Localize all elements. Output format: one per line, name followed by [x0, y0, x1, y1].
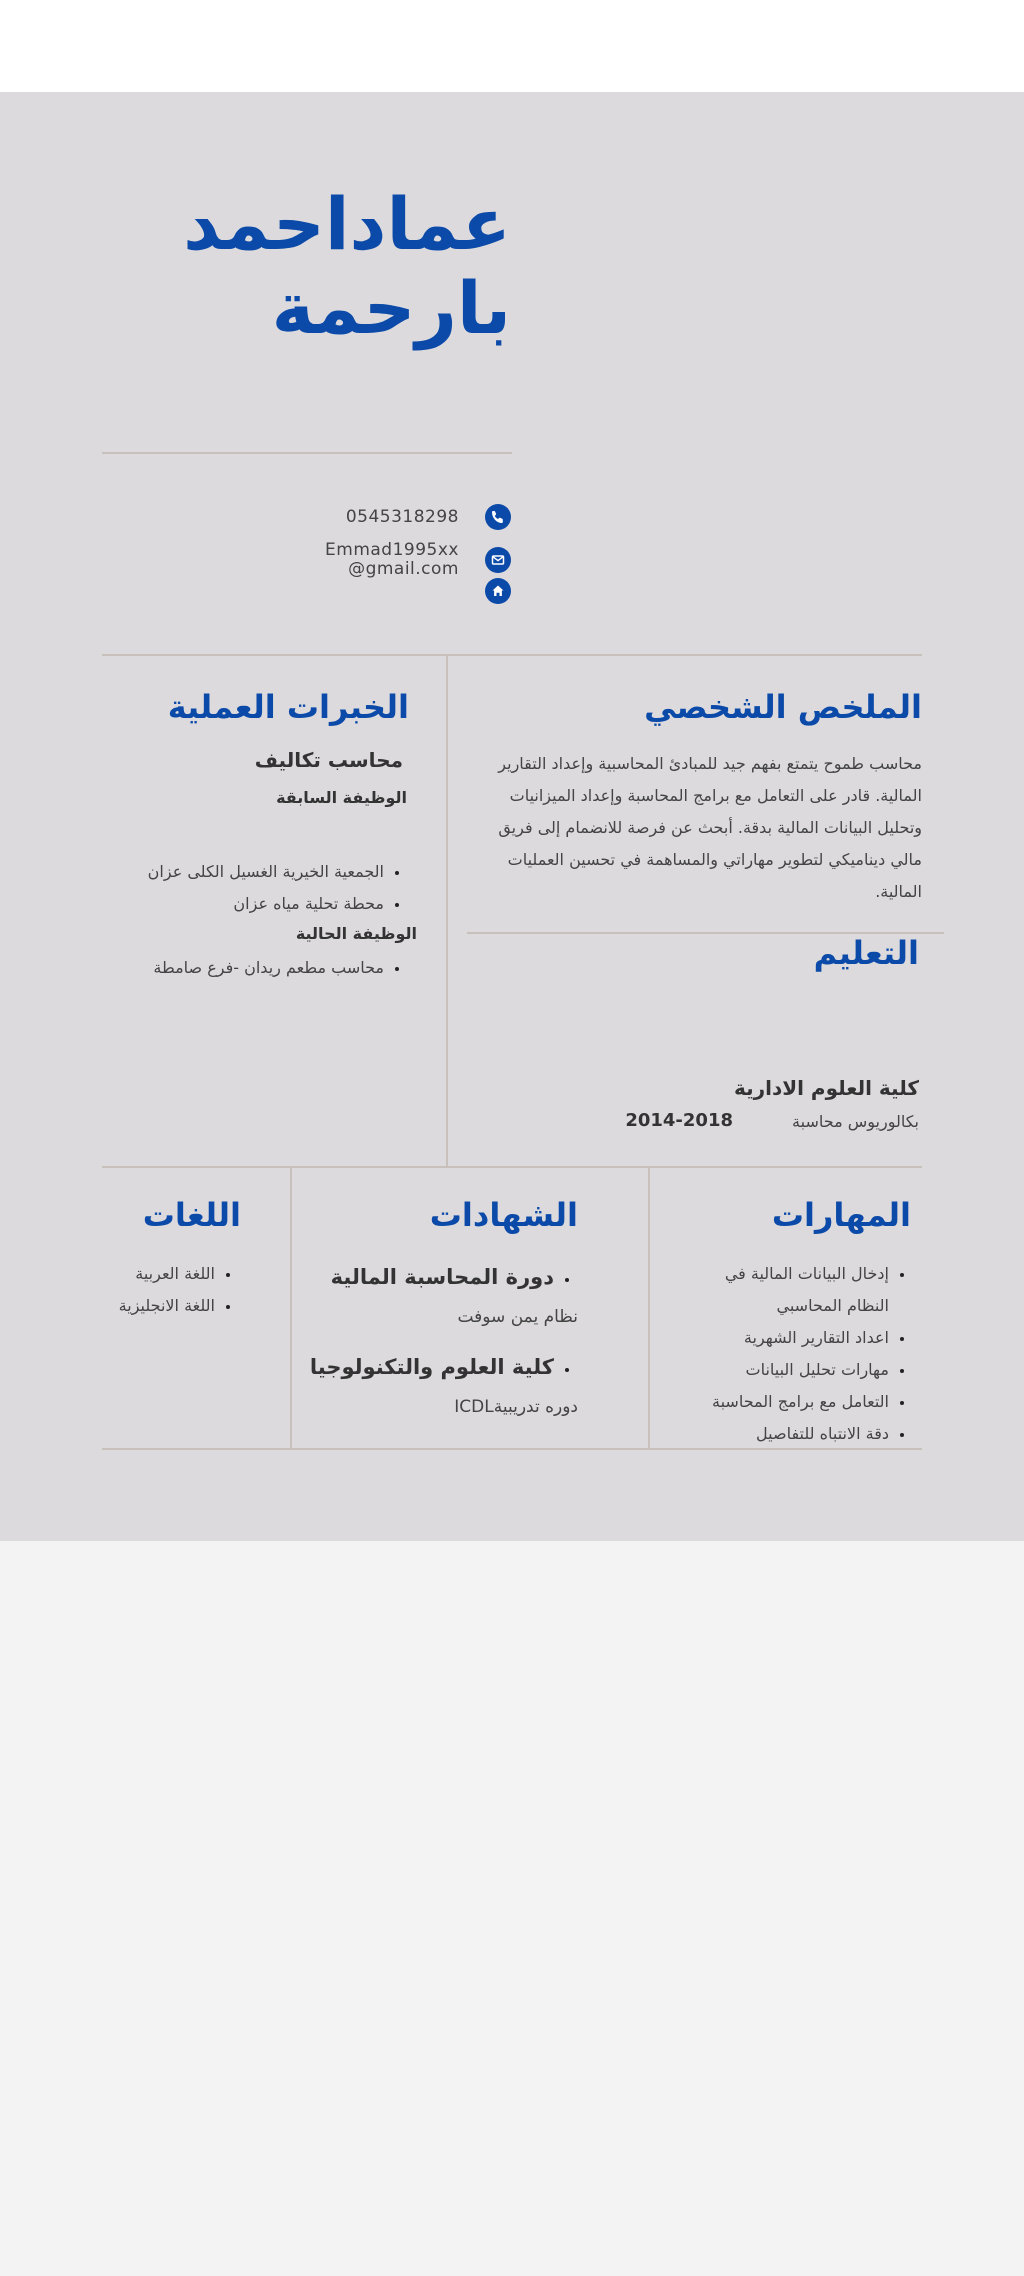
email-line-2: @gmail.com — [348, 559, 459, 579]
contact-email — [325, 541, 511, 579]
education-school: كلية العلوم الادارية — [733, 1076, 919, 1100]
bottom-section-top-divider — [102, 1166, 922, 1168]
list-item: • اللغة الانجليزية — [119, 1290, 215, 1322]
contact-divider — [102, 654, 922, 656]
summary-text: محاسب طموح يتمتع بفهم جيد للمبادئ المحاسبية وإعداد التقارير المالية. قادر على التعامل مع برامج المحاسبة وإعداد الميزانيات وتحليل البيانات المالية بدقة. أبحث عن فرصة للانضمام إلى فريق مالي ديناميكي لتطوير مهاراتي والمساهمة في تحسين العمليات المالية. — [498, 754, 922, 901]
list-item: • اللغة العربية — [119, 1258, 215, 1290]
bottom-section-bottom-divider — [102, 1448, 922, 1450]
phone-text: 0545318298 — [345, 506, 459, 527]
skills-heading: المهارات — [771, 1196, 911, 1234]
mail-icon — [485, 547, 511, 573]
certs-languages-divider — [290, 1168, 292, 1448]
phone-icon — [485, 504, 511, 530]
list-item: • التعامل مع برامج المحاسبة — [689, 1386, 889, 1418]
certificate-sub: نظام يمن سوفت — [457, 1307, 578, 1327]
name-line-1: عماداحمد — [183, 182, 511, 266]
certificate-title: • كلية العلوم والتكنولوجيا — [309, 1355, 554, 1379]
contact-phone — [346, 504, 511, 530]
current-jobs-list — [153, 952, 408, 984]
middle-column-divider — [446, 656, 448, 1166]
list-item: • اعداد التقارير الشهرية — [689, 1322, 889, 1354]
certificates-list-2 — [310, 1352, 578, 1382]
experience-role: محاسب تكاليف — [254, 748, 403, 772]
experience-heading: الخبرات العملية — [167, 688, 409, 726]
languages-list — [119, 1258, 239, 1322]
list-item: • دقة الانتباه للتفاصيل — [689, 1418, 889, 1450]
person-name — [91, 182, 511, 350]
previous-jobs-list — [148, 856, 408, 920]
skills-list — [689, 1258, 913, 1450]
list-item — [331, 1262, 554, 1292]
skills-certs-divider — [648, 1168, 650, 1448]
certificates-heading: الشهادات — [429, 1196, 578, 1234]
email-text — [325, 541, 459, 579]
education-heading: التعليم — [813, 934, 919, 972]
education-years: 2014-2018 — [625, 1110, 733, 1131]
certificates-list — [331, 1262, 578, 1292]
education-degree: بكالوريوس محاسبة — [792, 1112, 919, 1131]
top-margin — [0, 0, 1024, 92]
list-item: • محطة تحلية مياه عزان — [148, 888, 384, 920]
languages-heading: اللغات — [142, 1196, 241, 1234]
email-line-1: Emmad1995xx — [325, 540, 459, 560]
home-icon — [485, 578, 511, 604]
list-item — [310, 1352, 554, 1382]
list-item: • إدخال البيانات المالية في النظام المحاسبي — [689, 1258, 889, 1322]
summary-heading: الملخص الشخصي — [644, 688, 922, 726]
previous-job-label: الوظيفة السابقة — [276, 788, 407, 807]
contact-address — [485, 578, 511, 604]
current-job-label: الوظيفة الحالية — [295, 924, 417, 943]
list-item: • مهارات تحليل البيانات — [689, 1354, 889, 1386]
certificate-sub: دوره تدريبيةICDL — [454, 1397, 578, 1417]
name-line-2: بارحمة — [271, 266, 511, 350]
list-item: • الجمعية الخيرية الغسيل الكلى عزان — [148, 856, 384, 888]
certificate-title: • دورة المحاسبة المالية — [330, 1265, 554, 1289]
name-divider — [102, 452, 512, 454]
list-item: • محاسب مطعم ريدان -فرع صامطة — [153, 952, 384, 984]
